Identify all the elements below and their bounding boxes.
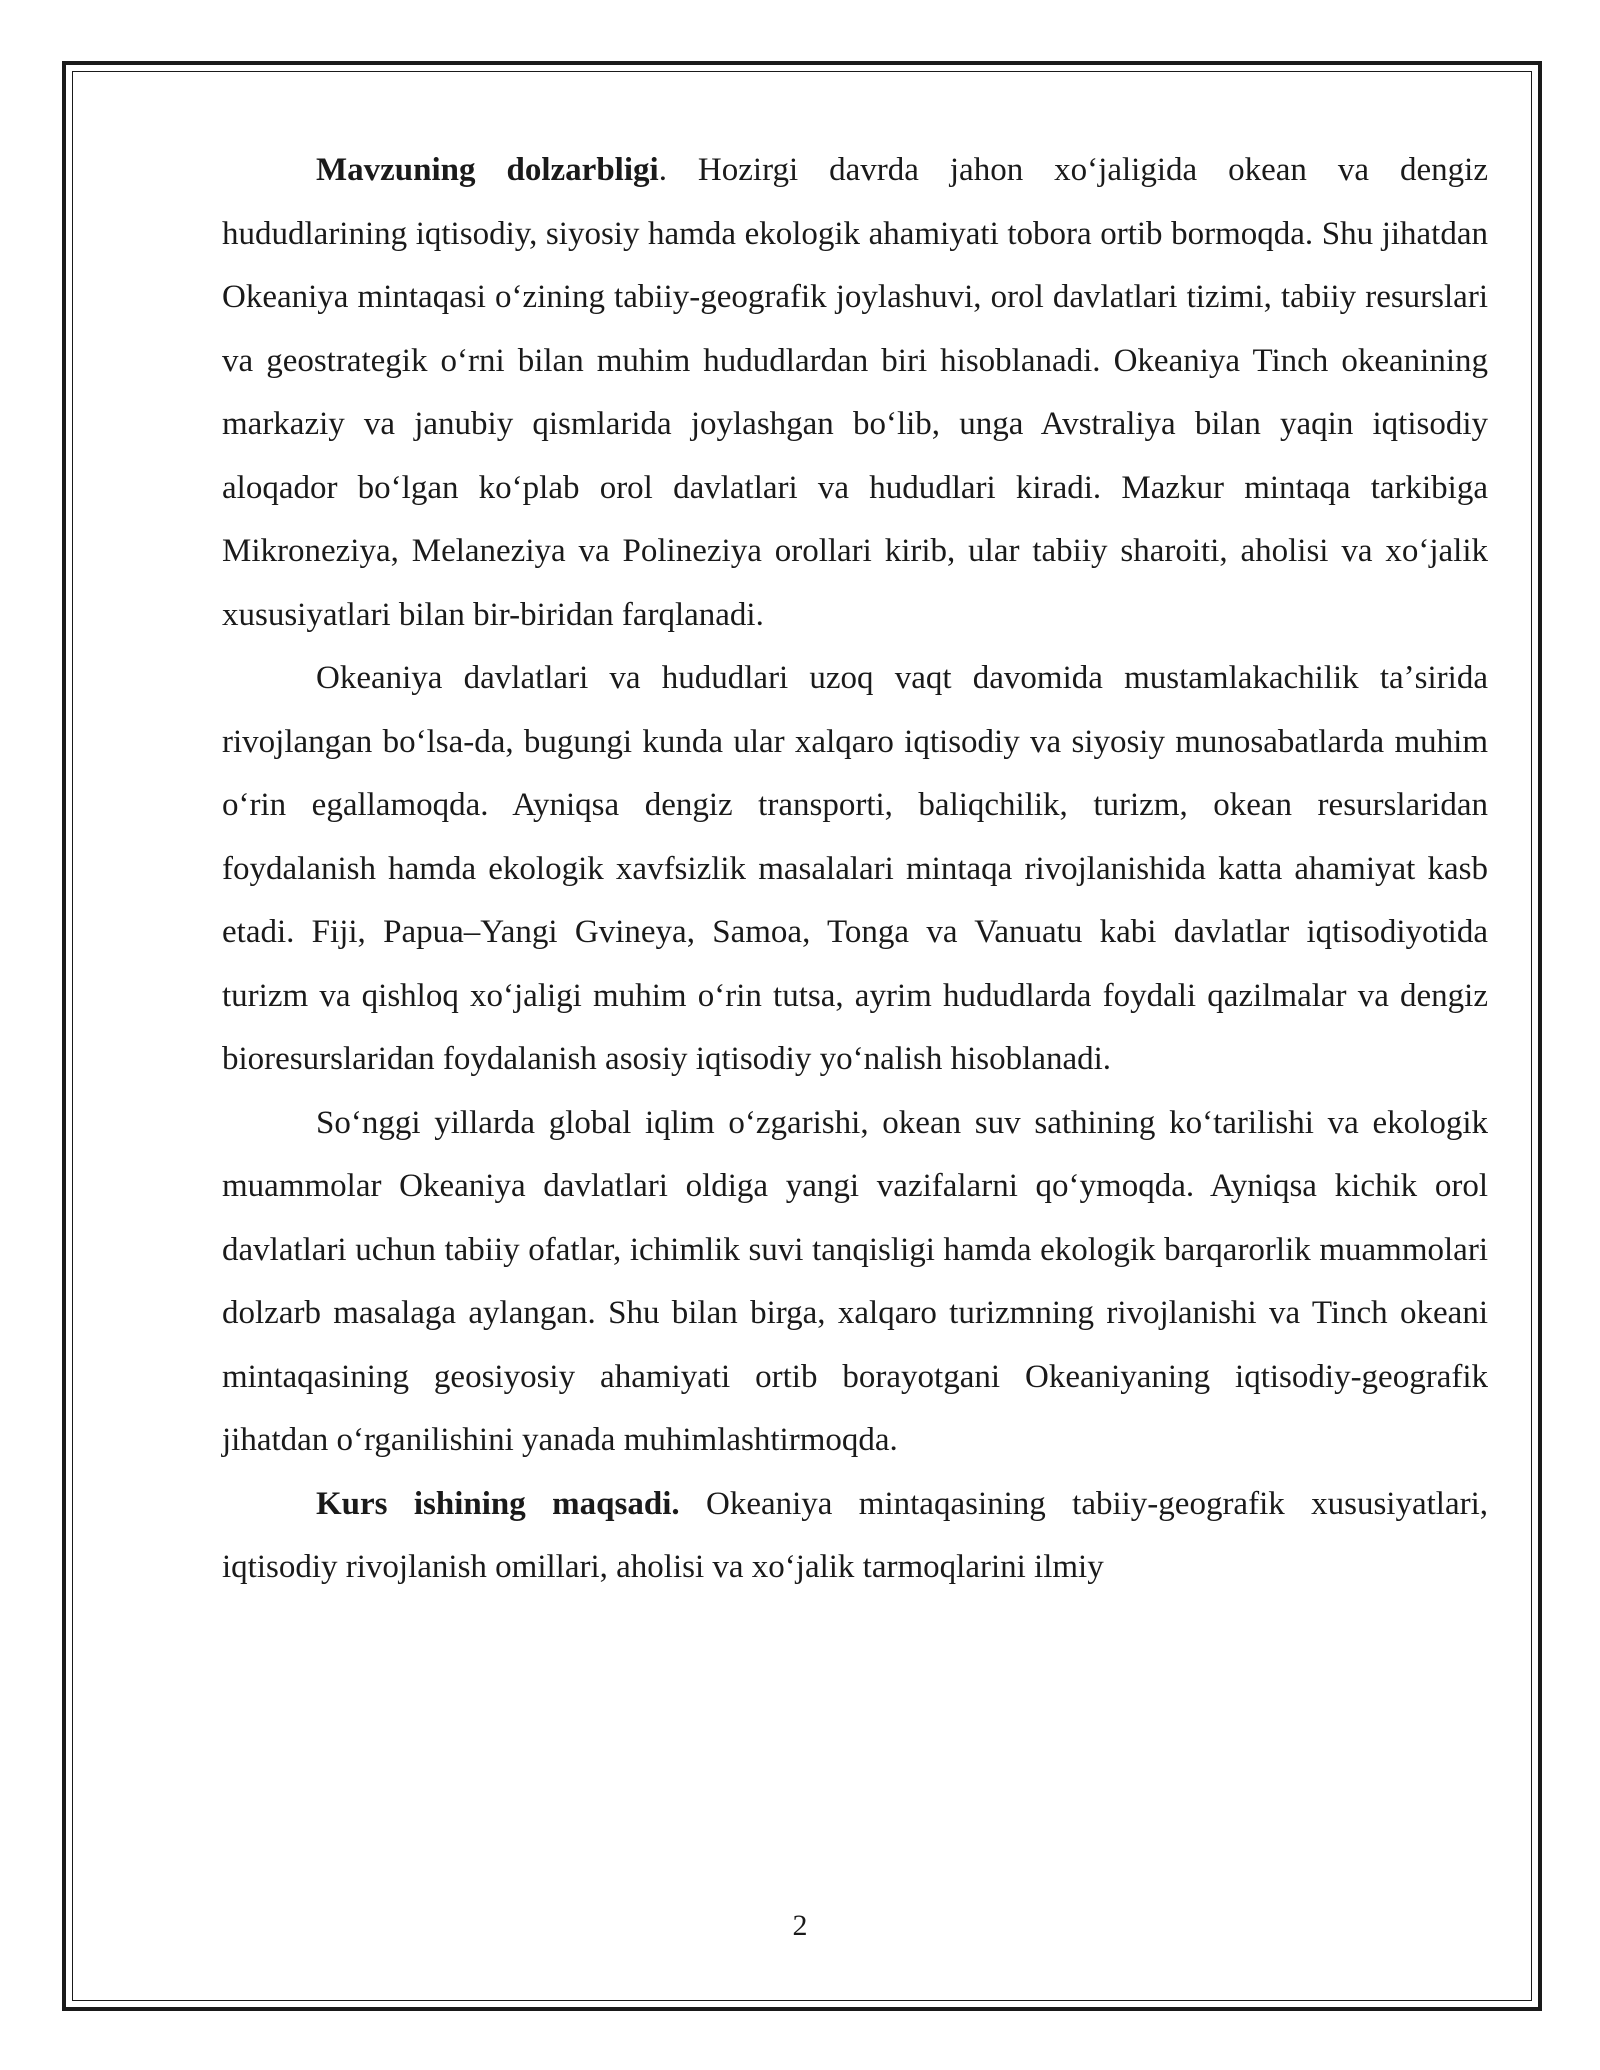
paragraph-climate-change-text: Soʻnggi yillarda global iqlim oʻzgarishi, okean suv sathining koʻtarilishi va ekologik muammolar Okeaniya davlatlari oldiga yangi vazifalarni qoʻymoqda. Ayniqsa kichik orol davlatlari uchun tabiiy ofatlar, ichimlik suvi tanqisligi hamda ekologik barqarorlik muammolari dolzarb masalaga aylangan. Shu bilan birga, xalqaro turizmning rivojlanishi va Tinch okeani mintaqasining geosiyosiy ahamiyati ortib borayotgani Okeaniyaning iqtisodiy-geografik jihatdan oʻrganilishini yanada muhimlashtirmoqda. (222, 1104, 1488, 1458)
paragraph-course-goal-text: Okeaniya mintaqasining tabiiy-geografik xususiyatlari, iqtisodiy rivojlanish omillari, aholisi va xoʻjalik tarmoqlarini ilmiy (222, 1485, 1488, 1585)
paragraph-climate-change (222, 1092, 1488, 1473)
heading-relevance: Mavzuning dolzarbligi (316, 152, 659, 188)
paragraph-colonial-history (222, 647, 1488, 1092)
page-number: 2 (792, 1909, 808, 1942)
document-body (222, 139, 1488, 1600)
paragraph-relevance-text: Hozirgi davrda jahon xoʻjaligida okean va dengiz hududlarining iqtisodiy, siyosiy hamda ekologik ahamiyati tobora ortib bormoqda. Shu jihatdan Okeaniya mintaqasi oʻzining tabiiy-geografik joylashuvi, orol davlatlari tizimi, tabiiy resurslari va geostrategik oʻrni bilan muhim hududlardan biri hisoblanadi. Okeaniya Tinch okeanining markaziy va janubiy qismlarida joylashgan boʻlib, unga Avstraliya bilan yaqin iqtisodiy aloqador boʻlgan koʻplab orol davlatlari va hududlari kiradi. Mazkur mintaqa tarkibiga Mikroneziya, Melaneziya va Polineziya orollari kirib, ular tabiiy sharoiti, aholisi va xoʻjalik xususiyatlari bilan bir-biridan farqlanadi. (222, 152, 1488, 633)
paragraph-relevance (222, 139, 1488, 647)
paragraph-colonial-history-text: Okeaniya davlatlari va hududlari uzoq vaqt davomida mustamlakachilik taʼsirida rivojlangan boʻlsa-da, bugungi kunda ular xalqaro iqtisodiy va siyosiy munosabatlarda muhim oʻrin egallamoqda. Ayniqsa dengiz transporti, baliqchilik, turizm, okean resurslaridan foydalanish hamda ekologik xavfsizlik masalalari mintaqa rivojlanishida katta ahamiyat kasb etadi. Fiji, Papua–Yangi Gvineya, Samoa, Tonga va Vanuatu kabi davlatlar iqtisodiyotida turizm va qishloq xoʻjaligi muhim oʻrin tutsa, ayrim hududlarda foydali qazilmalar va dengiz bioresurslaridan foydalanish asosiy iqtisodiy yoʻnalish hisoblanadi. (222, 660, 1488, 1077)
paragraph-course-goal (222, 1473, 1488, 1600)
heading-course-goal: Kurs ishining maqsadi. (316, 1485, 680, 1522)
heading-relevance-suffix: . (658, 152, 667, 188)
